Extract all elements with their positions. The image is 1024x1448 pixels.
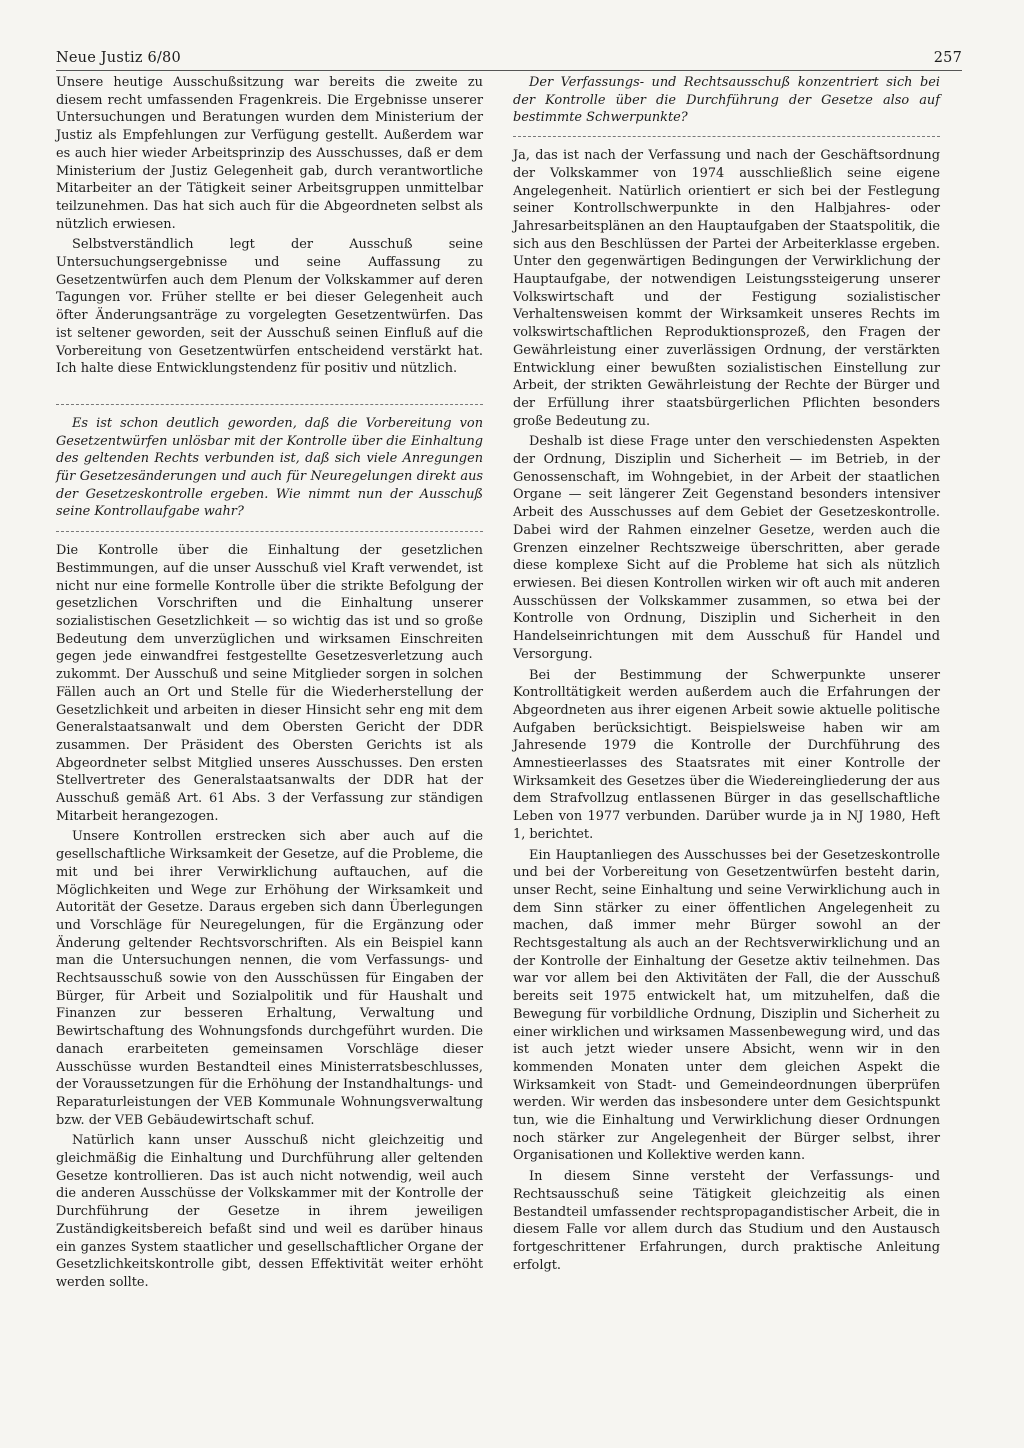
page-header (56, 50, 962, 66)
interview-question: Es ist schon deutlich geworden, daß die Vorbereitung von Gesetzentwürfen unlösbar mit der Kontrolle über die Einhaltung des geltenden Rechts verbunden ist, daß sich viele Anregungen für Gesetzesänderungen und auch für Neuregelungen direkt aus der Gesetzeskontrolle ergeben. Wie nimmt nun der Ausschuß seine Kontrollaufgabe wahr? (56, 415, 483, 520)
interview-question-box (56, 404, 483, 532)
header-rule (56, 70, 962, 71)
paragraph: Natürlich kann unser Ausschuß nicht gleichzeitig und gleichmäßig die Einhaltung und Durchführung aller geltenden Gesetze kontrollieren. Das ist auch nicht notwendig, weil auch die anderen Ausschüsse der Volkskammer mit der Kontrolle der Durchführung der Gesetze in ihrem jeweiligen Zuständigkeitsbereich befaßt sind und weil es darüber hinaus ein ganzes System staatlicher und gesellschaftlicher Organe der Gesetzlichkeitskontrolle gibt, dessen Effektivität weiter erhöht werden sollte. (56, 1133, 483, 1290)
paragraph: Bei der Bestimmung der Schwerpunkte unserer Kontrolltätigkeit werden außerdem auch die Erfahrungen der Abgeordneten aus ihrer eigenen Arbeit sowie aktuelle politische Aufgaben berücksichtigt. Beispielsweise haben wir am Jahresende 1979 die Kontrolle der Durchführung des Amnestieerlasses des Staatsrates mit einer Kontrolle der Wirksamkeit des Gesetzes über die Wiedereingliederung der aus dem Strafvollzug entlassenen Bürger in das gesellschaftliche Leben von 1977 verbunden. Darüber wurde ja in NJ 1980, Heft 1, berichtet. (513, 667, 940, 842)
page-number: 257 (933, 50, 962, 66)
paragraph: Ja, das ist nach der Verfassung und nach der Geschäftsordnung der Volkskammer von 1974 ausschließlich seine eigene Angelegenheit. Natürlich orientiert er sich bei der Festlegung seiner Kontrollschwerpunkte in den Halbjahres- oder Jahresarbeitsplänen an den Hauptaufgaben der Staatspolitik, die sich aus den Beschlüssen der Partei der Arbeiterklasse ergeben. Unter den gegenwärtigen Bedingungen der Verwirklichung der Hauptaufgabe, der notwendigen Leistungssteigerung unserer Volkswirtschaft und der Festigung sozialistischer Verhaltensweisen kommt der Wirksamkeit unseres Rechts im volkswirtschaftlichen Reproduktionsprozeß, den Fragen der Gewährleistung einer zuverlässigen Ordnung, der verstärkten Entwicklung einer bewußten sozialistischen Einstellung zur Arbeit, der strikten Gewährleistung der Rechte der Bürger und der Erfüllung ihrer staatsbürgerlichen Pflichten besonders große Bedeutung zu. (513, 148, 940, 429)
right-column (513, 74, 940, 1277)
paragraph: Deshalb ist diese Frage unter den verschiedensten Aspekten der Ordnung, Disziplin und Sicherheit — im Betrieb, in der Genossenschaft, im Wohngebiet, in der Arbeit der staatlichen Organe — seit längerer Zeit Gegenstand besonders intensiver Arbeit des Ausschusses auf dem Gebiet der Gesetzeskontrolle. Dabei wird der Rahmen einzelner Gesetze, werden auch die Grenzen einzelner Rechtszweige überschritten, aber gerade diese komplexe Sicht auf die Probleme hat sich als nützlich erwiesen. Bei diesen Kontrollen wirken wir oft auch mit anderen Ausschüssen der Volkskammer zusammen, so etwa bei der Kontrolle von Ordnung, Disziplin und Sicherheit in den Handelseinrichtungen mit dem Ausschuß für Handel und Versorgung. (513, 434, 940, 662)
left-column (56, 74, 483, 1295)
paragraph: Unsere Kontrollen erstrecken sich aber auch auf die gesellschaftliche Wirksamkeit der Gesetze, auf die Probleme, die mit und bei ihrer Verwirklichung auftauchen, auf die Möglichkeiten und Wege zur Erhöhung der Wirksamkeit und Autorität der Gesetze. Daraus ergeben sich dann Überlegungen und Vorschläge für Neuregelungen, für die Ergänzung oder Änderung geltender Rechtsvorschriften. Als ein Beispiel kann man die Untersuchungen nennen, die vom Verfassungs- und Rechtsausschuß sowie von den Ausschüssen für Eingaben der Bürger, für Arbeit und Sozialpolitik und für Haushalt und Finanzen zur besseren Erhaltung, Verwaltung und Bewirtschaftung des Wohnungsfonds durchgeführt wurden. Die danach erarbeiteten gemeinsamen Vorschläge dieser Ausschüsse wurden Bestandteil eines Ministerratsbeschlusses, der Voraussetzungen für die Erhöhung der Instandhaltungs- und Reparaturleistungen der VEB Kommunale Wohnungsverwaltung bzw. der VEB Gebäudewirtschaft schuf. (56, 829, 483, 1128)
paragraph: Selbstverständlich legt der Ausschuß seine Untersuchungsergebnisse und seine Auffassung zu Gesetzentwürfen auch dem Plenum der Volkskammer auf deren Tagungen vor. Früher stellte er bei dieser Gelegenheit auch öfter Änderungsanträge zu vorgelegten Gesetzentwürfen. Das ist seltener geworden, seit der Ausschuß seinen Einfluß auf die Vorbereitung von Gesetzentwürfen entscheidend verstärkt hat. Ich halte diese Entwicklungstendenz für positiv und nützlich. (56, 237, 483, 377)
paragraph: Ein Hauptanliegen des Ausschusses bei der Gesetzeskontrolle und bei der Vorbereitung von Gesetzentwürfen besteht darin, unser Recht, seine Einhaltung und seine Verwirklichung auch in dem Sinn stärker zu einer öffentlichen Angelegenheit zu machen, daß immer mehr Bürger sowohl an der Rechtsgestaltung als auch an der Rechtsverwirklichung und an der Kontrolle der Einhaltung der Gesetze aktiv teilnehmen. Das war vor allem bei den Aktivitäten der Fall, die der Ausschuß bereits seit 1975 entwickelt hat, um mitzuhelfen, daß die Bewegung für vorbildliche Ordnung, Disziplin und Sicherheit zu einer wirklichen und wirksamen Massenbewegung wird, und das ist auch jetzt wieder unsere Absicht, wenn wir in den kommenden Monaten unter dem gleichen Aspekt die Wirksamkeit von Stadt- und Gemeindeordnungen überprüfen werden. Wir werden das insbesondere unter dem Gesichtspunkt tun, wie die Einhaltung und Verwirklichung dieser Ordnungen noch stärker zur Angelegenheit der Bürger selbst, ihrer Organisationen und Kollektive werden kann. (513, 847, 940, 1164)
paragraph: In diesem Sinne versteht der Verfassungs- und Rechtsausschuß seine Tätigkeit gleichzeitig als einen Bestandteil umfassender rechtspropagandistischer Arbeit, die in diesem Falle vor allem durch das Studium und den Austausch fortgeschrittener Erfahrungen, durch praktische Anleitung erfolgt. (513, 1169, 940, 1273)
paragraph: Die Kontrolle über die Einhaltung der gesetzlichen Bestimmungen, auf die unser Ausschuß viel Kraft verwendet, ist nicht nur eine formelle Kontrolle über die strikte Befolgung der gesetzlichen Vorschriften und die Einhaltung unserer sozialistischen Gesetzlichkeit — so wichtig das ist und so große Bedeutung dem unverzüglichen und wirksamen Einschreiten gegen jede einwandfrei festgestellte Gesetzesverletzung auch zukommt. Der Ausschuß und seine Mitglieder sorgen in solchen Fällen auch an Ort und Stelle für die Wiederherstellung der Gesetzlichkeit und arbeiten in dieser Hinsicht sehr eng mit dem Generalstaatsanwalt und dem Obersten Gericht der DDR zusammen. Der Präsident des Obersten Gerichts ist als Abgeordneter selbst Mitglied unseres Ausschusses. Den ersten Stellvertreter des Generalstaatsanwalts der DDR hat der Ausschuß gemäß Art. 61 Abs. 3 der Verfassung zur ständigen Mitarbeit herangezogen. (56, 543, 483, 824)
journal-issue: Neue Justiz 6/80 (56, 50, 181, 66)
interview-question: Der Verfassungs- und Rechtsausschuß konzentriert sich bei der Kontrolle über die Durchführung der Gesetze also auf bestimmte Schwerpunkte? (513, 75, 940, 126)
interview-question-box (513, 74, 940, 137)
paragraph: Unsere heutige Ausschußsitzung war bereits die zweite zu diesem recht umfassenden Fragenkreis. Die Ergebnisse unserer Untersuchungen und Beratungen wurden dem Ministerium der Justiz als Empfehlungen zur Verfügung gestellt. Außerdem war es auch hier wieder Arbeitsprinzip des Ausschusses, daß er dem Ministerium der Justiz Gelegenheit gab, durch verantwortliche Mitarbeiter an der Tätigkeit seiner Arbeitsgruppen unmittelbar teilzunehmen. Das hat sich auch für die Abgeordneten selbst als nützlich erwiesen. (56, 75, 483, 232)
